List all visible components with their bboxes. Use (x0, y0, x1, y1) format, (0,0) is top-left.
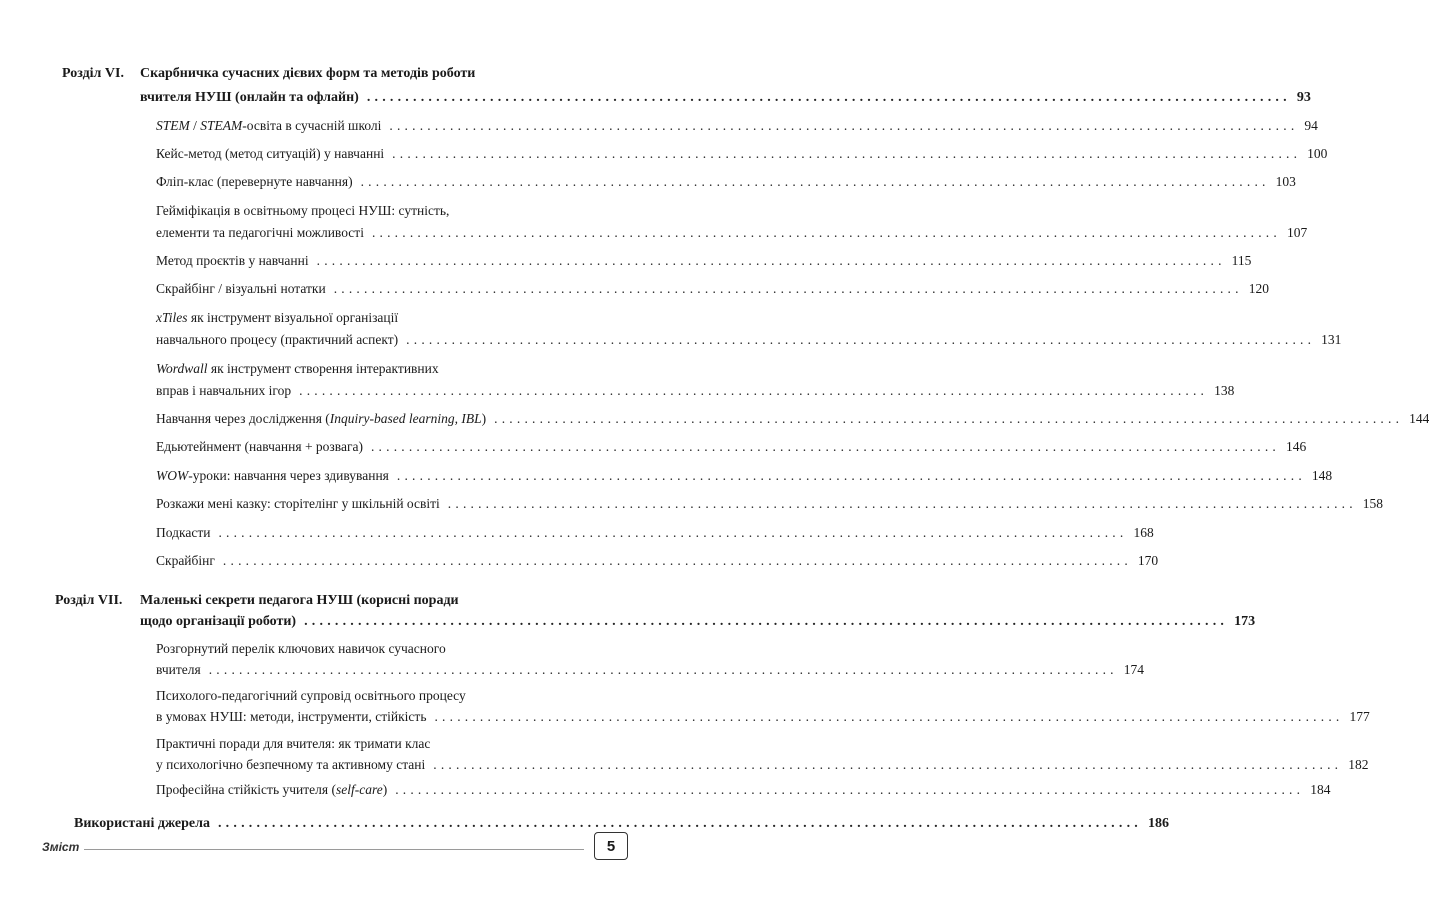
toc-entry-leader: ........................................................................................................................ (494, 411, 1404, 426)
toc-entry-first-line: Wordwall як інструмент створення інтерактивних (156, 361, 439, 376)
section-heading-page: 173 (1234, 614, 1256, 629)
toc-entry-page: 146 (1285, 439, 1307, 454)
toc-entry-leader: ........................................................................................................................ (316, 253, 1226, 268)
toc-entry-title: навчального процесу (практичний аспект) (156, 332, 399, 347)
toc-entry[interactable] (156, 709, 1370, 725)
toc-entry-first-line: Розгорнутий перелік ключових навичок сучасного (156, 641, 446, 656)
toc-entry-page: 148 (1311, 468, 1333, 483)
toc-entry[interactable] (156, 662, 1144, 678)
toc-entry-page: 144 (1409, 411, 1429, 426)
toc-entry-leader: ........................................................................................................................ (370, 439, 1280, 454)
toc-entry-leader: ........................................................................................................................ (389, 118, 1299, 133)
toc-entry-title: вправ і навчальних ігор (156, 383, 292, 398)
section-heading-leader: ........................................................................................................................ (366, 90, 1291, 105)
toc-entry[interactable] (156, 553, 1159, 569)
toc-entry-title: Подкасти (156, 525, 211, 540)
section-label: Розділ VII. (55, 593, 123, 608)
toc-entry-leader: ........................................................................................................................ (447, 496, 1357, 511)
toc-entry-page: 100 (1307, 146, 1328, 161)
sources-entry-title: Використані джерела (74, 816, 210, 831)
toc-entry-leader: ........................................................................................................................ (222, 553, 1132, 568)
footer-label: Зміст (42, 840, 80, 854)
toc-entry-page: 138 (1214, 383, 1235, 398)
toc-entry-title: WOW-уроки: навчання через здивування (156, 468, 389, 483)
section-title-line: Скарбничка сучасних дієвих форм та методів роботи (140, 66, 476, 81)
section-heading[interactable] (140, 90, 1311, 106)
toc-entry-page: 177 (1349, 709, 1370, 724)
toc-entry-page: 120 (1248, 281, 1269, 296)
toc-entry-leader: ........................................................................................................................ (433, 757, 1343, 772)
toc-entry-page: 174 (1123, 662, 1144, 677)
section-heading[interactable] (140, 614, 1256, 630)
toc-entry[interactable] (156, 496, 1384, 512)
section-heading-title: щодо організації роботи) (140, 614, 297, 629)
page-number: 5 (594, 832, 628, 860)
toc-entry-title: Едьютейнмент (навчання + розвага) (156, 439, 363, 454)
toc-entry-title: у психологічно безпечному та активному стані (156, 757, 426, 772)
section-label: Розділ VI. (62, 66, 124, 81)
section-heading-leader: ........................................................................................................................ (304, 614, 1229, 629)
toc-entry-leader: ........................................................................................................................ (360, 174, 1270, 189)
toc-entry-title: Фліп-клас (перевернуте навчання) (156, 174, 353, 189)
toc-entry[interactable] (156, 411, 1429, 427)
toc-entry-leader: ........................................................................................................................ (406, 332, 1316, 347)
toc-entry-page: 107 (1286, 225, 1308, 240)
toc-entry-leader: ........................................................................................................................ (396, 468, 1306, 483)
toc-entry-page: 158 (1362, 496, 1384, 511)
toc-entry-title: Розкажи мені казку: сторітелінг у шкільній освіті (156, 496, 440, 511)
toc-entry[interactable] (156, 146, 1328, 162)
toc-entry-page: 131 (1321, 332, 1342, 347)
toc-entry[interactable] (156, 757, 1369, 773)
sources-entry-leader: ........................................................................................................................ (217, 816, 1142, 831)
section-heading-page: 93 (1296, 90, 1311, 105)
toc-entry-page: 170 (1137, 553, 1159, 568)
footer-divider (84, 849, 584, 850)
toc-entry-page: 168 (1133, 525, 1154, 540)
section-title-line: Маленькі секрети педагога НУШ (корисні поради (140, 593, 459, 608)
toc-entry-leader: ........................................................................................................................ (392, 146, 1302, 161)
toc-entry-first-line: xTiles як інструмент візуальної організації (156, 310, 399, 325)
toc-entry-title: в умовах НУШ: методи, інструменти, стійкість (156, 709, 427, 724)
toc-entry[interactable] (156, 782, 1331, 798)
toc-entry[interactable] (156, 525, 1154, 541)
toc-entry-title: Скрайбінг (156, 553, 215, 568)
sources-entry[interactable] (74, 816, 1169, 832)
toc-entry-leader: ........................................................................................................................ (208, 662, 1118, 677)
toc-entry-title: вчителя (156, 662, 201, 677)
toc-entry-leader: ........................................................................................................................ (333, 281, 1243, 296)
toc-entry[interactable] (156, 383, 1235, 399)
toc-entry-title: елементи та педагогічні можливості (156, 225, 364, 240)
toc-entry[interactable] (156, 281, 1269, 297)
toc-entry-first-line: Практичні поради для вчителя: як тримати клас (156, 736, 431, 751)
toc-entry[interactable] (156, 439, 1307, 455)
toc-entry-leader: ........................................................................................................................ (395, 782, 1305, 797)
toc-entry-title: Скрайбінг / візуальні нотатки (156, 281, 326, 296)
toc-entry-page: 94 (1304, 118, 1318, 133)
toc-entry-page: 103 (1275, 174, 1296, 189)
toc-entry-leader: ........................................................................................................................ (299, 383, 1209, 398)
toc-entry[interactable] (156, 118, 1318, 134)
toc-entry-title: Кейс-метод (метод ситуацій) у навчанні (156, 146, 385, 161)
toc-entry-first-line: Гейміфікація в освітньому процесі НУШ: сутність, (156, 203, 450, 218)
toc-entry-title: Метод проєктів у навчанні (156, 253, 309, 268)
toc-entry[interactable] (156, 253, 1252, 269)
toc-entry-title: STEM / STEAM-освіта в сучасній школі (156, 118, 382, 133)
toc-entry-leader: ........................................................................................................................ (218, 525, 1128, 540)
toc-entry[interactable] (156, 225, 1308, 241)
sources-entry-page: 186 (1147, 816, 1169, 831)
toc-entry-page: 182 (1348, 757, 1369, 772)
section-heading-title: вчителя НУШ (онлайн та офлайн) (140, 90, 359, 105)
toc-entry-leader: ........................................................................................................................ (434, 709, 1344, 724)
toc-entry[interactable] (156, 332, 1342, 348)
toc-entry-leader: ........................................................................................................................ (371, 225, 1281, 240)
toc-entry-page: 184 (1310, 782, 1331, 797)
toc-entry-page: 115 (1231, 253, 1252, 268)
toc-entry-title: Професійна стійкість учителя (self-care) (156, 782, 388, 797)
toc-entry[interactable] (156, 468, 1333, 484)
toc-entry-title: Навчання через дослідження (Inquiry-based learning, IBL) (156, 411, 487, 426)
toc-entry[interactable] (156, 174, 1296, 190)
toc-entry-first-line: Психолого-педагогічний супровід освітнього процесу (156, 688, 466, 703)
